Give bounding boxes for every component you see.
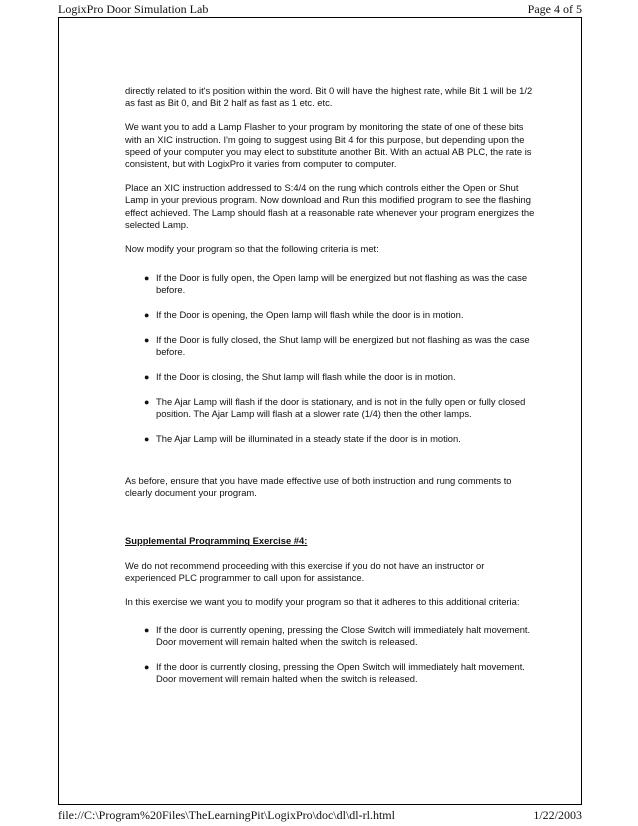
- bullet-icon: ●: [144, 273, 150, 284]
- page-number: Page 4 of 5: [527, 2, 582, 16]
- bullet-icon: ●: [144, 433, 150, 444]
- list-item: ● If the Door is fully closed, the Shut lamp will be energized but not flashing as was the case before.: [144, 334, 530, 358]
- paragraph-warning: We do not recommend proceeding with this exercise if you do not have an instructor or experienced PLC programmer to call upon for assistance.: [125, 559, 485, 583]
- paragraph-lamp-flasher: We want you to add a Lamp Flasher to your program by monitoring the state of one of these bits with an XIC instruction. I'm going to suggest using Bit 4 for this purpose, but depending upon the speed of your computer you may elect to substitute another Bit. With an actual AB PLC, the rate is consistent, but with LogixPro it varies from computer to computer.: [125, 121, 532, 170]
- bullet-icon: ●: [144, 372, 150, 383]
- list-item: ● If the door is currently opening, pressing the Close Switch will immediately halt movement. Door movement will remain halted when the switch is released.: [144, 624, 531, 648]
- page-footer: [58, 808, 582, 823]
- paragraph-additional-intro: In this exercise we want you to modify your program so that it adheres to this additional criteria:: [125, 596, 520, 608]
- page-header: [58, 2, 582, 17]
- document-body: [125, 85, 537, 698]
- frame-left-border: [58, 17, 59, 804]
- extra-criteria-list: [125, 624, 537, 685]
- paragraph-criteria-intro: Now modify your program so that the following criteria is met:: [125, 243, 379, 255]
- bullet-icon: ●: [144, 625, 150, 636]
- document-title: LogixPro Door Simulation Lab: [58, 2, 209, 16]
- file-path: file://C:\Program%20Files\TheLearningPit\LogixPro\doc\dl\dl-rl.html: [58, 808, 395, 822]
- bullet-icon: ●: [144, 662, 150, 673]
- list-item: ● If the Door is fully open, the Open lamp will be energized but not flashing as was the case before.: [144, 272, 528, 296]
- frame-top-border: [58, 17, 582, 18]
- bullet-icon: ●: [144, 396, 150, 407]
- frame-right-border: [581, 17, 582, 804]
- bullet-icon: ●: [144, 335, 150, 346]
- list-item: ● If the Door is opening, the Open lamp will flash while the door is in motion.: [144, 309, 464, 321]
- section-heading: Supplemental Programming Exercise #4:: [125, 535, 308, 547]
- paragraph-bit-rate: directly related to it's position within the word. Bit 0 will have the highest rate, while Bit 1 will be 1/2 as fast as Bit 0, and Bit 2 half as fast as 1 etc. etc.: [125, 85, 533, 109]
- list-item: ● If the door is currently closing, pressing the Open Switch will immediately halt movement. Door movement will remain halted when the switch is released.: [144, 661, 525, 685]
- print-date: 1/22/2003: [533, 808, 582, 822]
- paragraph-documentation: As before, ensure that you have made effective use of both instruction and rung comments to clearly document your program.: [125, 475, 512, 499]
- list-item: ● The Ajar Lamp will flash if the door is stationary, and is not in the fully open or fully closed position. The Ajar Lamp will flash at a slower rate (1/4) then the other lamps.: [144, 395, 526, 420]
- list-item: ● The Ajar Lamp will be illuminated in a steady state if the door is in motion.: [144, 432, 461, 444]
- bullet-icon: ●: [144, 310, 150, 321]
- list-item: ● If the Door is closing, the Shut lamp will flash while the door is in motion.: [144, 371, 456, 383]
- paragraph-xic-instruction: Place an XIC instruction addressed to S:4/4 on the rung which controls either the Open or Shut Lamp in your previous program. Now download and Run this modified program to see the flashing effect achieved. The Lamp should flash at a reasonable rate whenever your program energizes the selected Lamp.: [125, 182, 535, 230]
- criteria-list: [125, 272, 537, 445]
- frame-bottom-border: [58, 804, 582, 805]
